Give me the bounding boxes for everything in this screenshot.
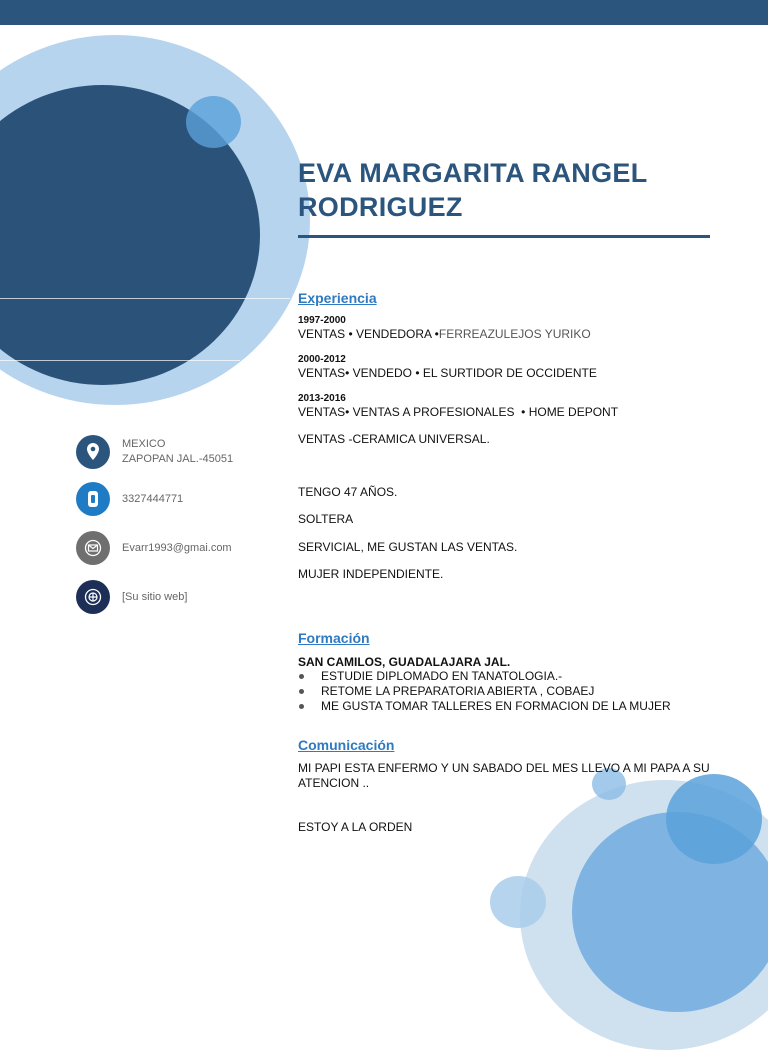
section-title-education: Formación	[298, 630, 370, 646]
job-description	[298, 327, 591, 341]
list-item: ESTUDIE DIPLOMADO EN TANATOLOGIA.-	[298, 669, 671, 684]
contact-email	[76, 531, 232, 565]
email-address[interactable]: Evarr1993@gmai.com	[122, 541, 232, 554]
job-role: VENTAS • VENDEDORA •	[298, 327, 439, 341]
web-icon	[76, 580, 110, 614]
about-line: MUJER INDEPENDIENTE.	[298, 567, 444, 581]
communication-closing: ESTOY A LA ORDEN	[298, 820, 413, 834]
contact-phone	[76, 482, 183, 516]
decor-circle-small-top	[186, 96, 241, 148]
about-line: SOLTERA	[298, 512, 354, 526]
about-line: SERVICIAL, ME GUSTAN LAS VENTAS.	[298, 540, 518, 554]
name-line-1: EVA MARGARITA RANGEL	[298, 158, 648, 188]
address-line-1: MEXICO	[122, 438, 166, 450]
about-line: TENGO 47 AÑOS.	[298, 485, 398, 499]
page-title	[298, 156, 718, 224]
decor-streak	[0, 360, 240, 361]
section-title-experience: Experiencia	[298, 290, 377, 306]
education-list	[298, 669, 671, 714]
phone-icon	[76, 482, 110, 516]
top-bar	[0, 0, 768, 25]
education-school: SAN CAMILOS, GUADALAJARA JAL.	[298, 655, 511, 669]
job-description: VENTAS• VENTAS A PROFESIONALES • HOME DEPONT	[298, 405, 619, 419]
job-company: FERREAZULEJOS YURIKO	[438, 327, 591, 341]
communication-line-1: MI PAPI ESTA ENFERMO Y UN SABADO DEL MES LLEVO A MI PAPA A SU	[298, 761, 710, 775]
contact-address	[76, 435, 233, 469]
section-title-communication: Comunicación	[298, 737, 395, 753]
list-item: ME GUSTA TOMAR TALLERES EN FORMACION DE LA MUJER	[298, 699, 671, 714]
contact-website	[76, 580, 187, 614]
job-years: 1997-2000	[298, 315, 346, 326]
communication-line-2: ATENCION ..	[298, 776, 370, 790]
phone-number[interactable]: 3327444771	[122, 492, 184, 505]
decor-streak	[0, 298, 290, 299]
email-icon	[76, 531, 110, 565]
name-line-2: RODRIGUEZ	[298, 192, 463, 222]
decor-circle-blue-bottom	[666, 774, 762, 864]
job-description: VENTAS• VENDEDO • EL SURTIDOR DE OCCIDENTE	[298, 366, 597, 380]
location-pin-icon	[76, 435, 110, 469]
website-link[interactable]: [Su sitio web]	[122, 590, 188, 603]
address-line-2: ZAPOPAN JAL.-45051	[122, 453, 234, 465]
job-years: 2000-2012	[298, 354, 346, 365]
decor-circle-small-bottom	[490, 876, 546, 928]
experience-extra: VENTAS -CERAMICA UNIVERSAL.	[298, 432, 490, 446]
title-divider	[298, 235, 710, 238]
job-years: 2013-2016	[298, 393, 346, 404]
list-item: RETOME LA PREPARATORIA ABIERTA , COBAEJ	[298, 684, 671, 699]
